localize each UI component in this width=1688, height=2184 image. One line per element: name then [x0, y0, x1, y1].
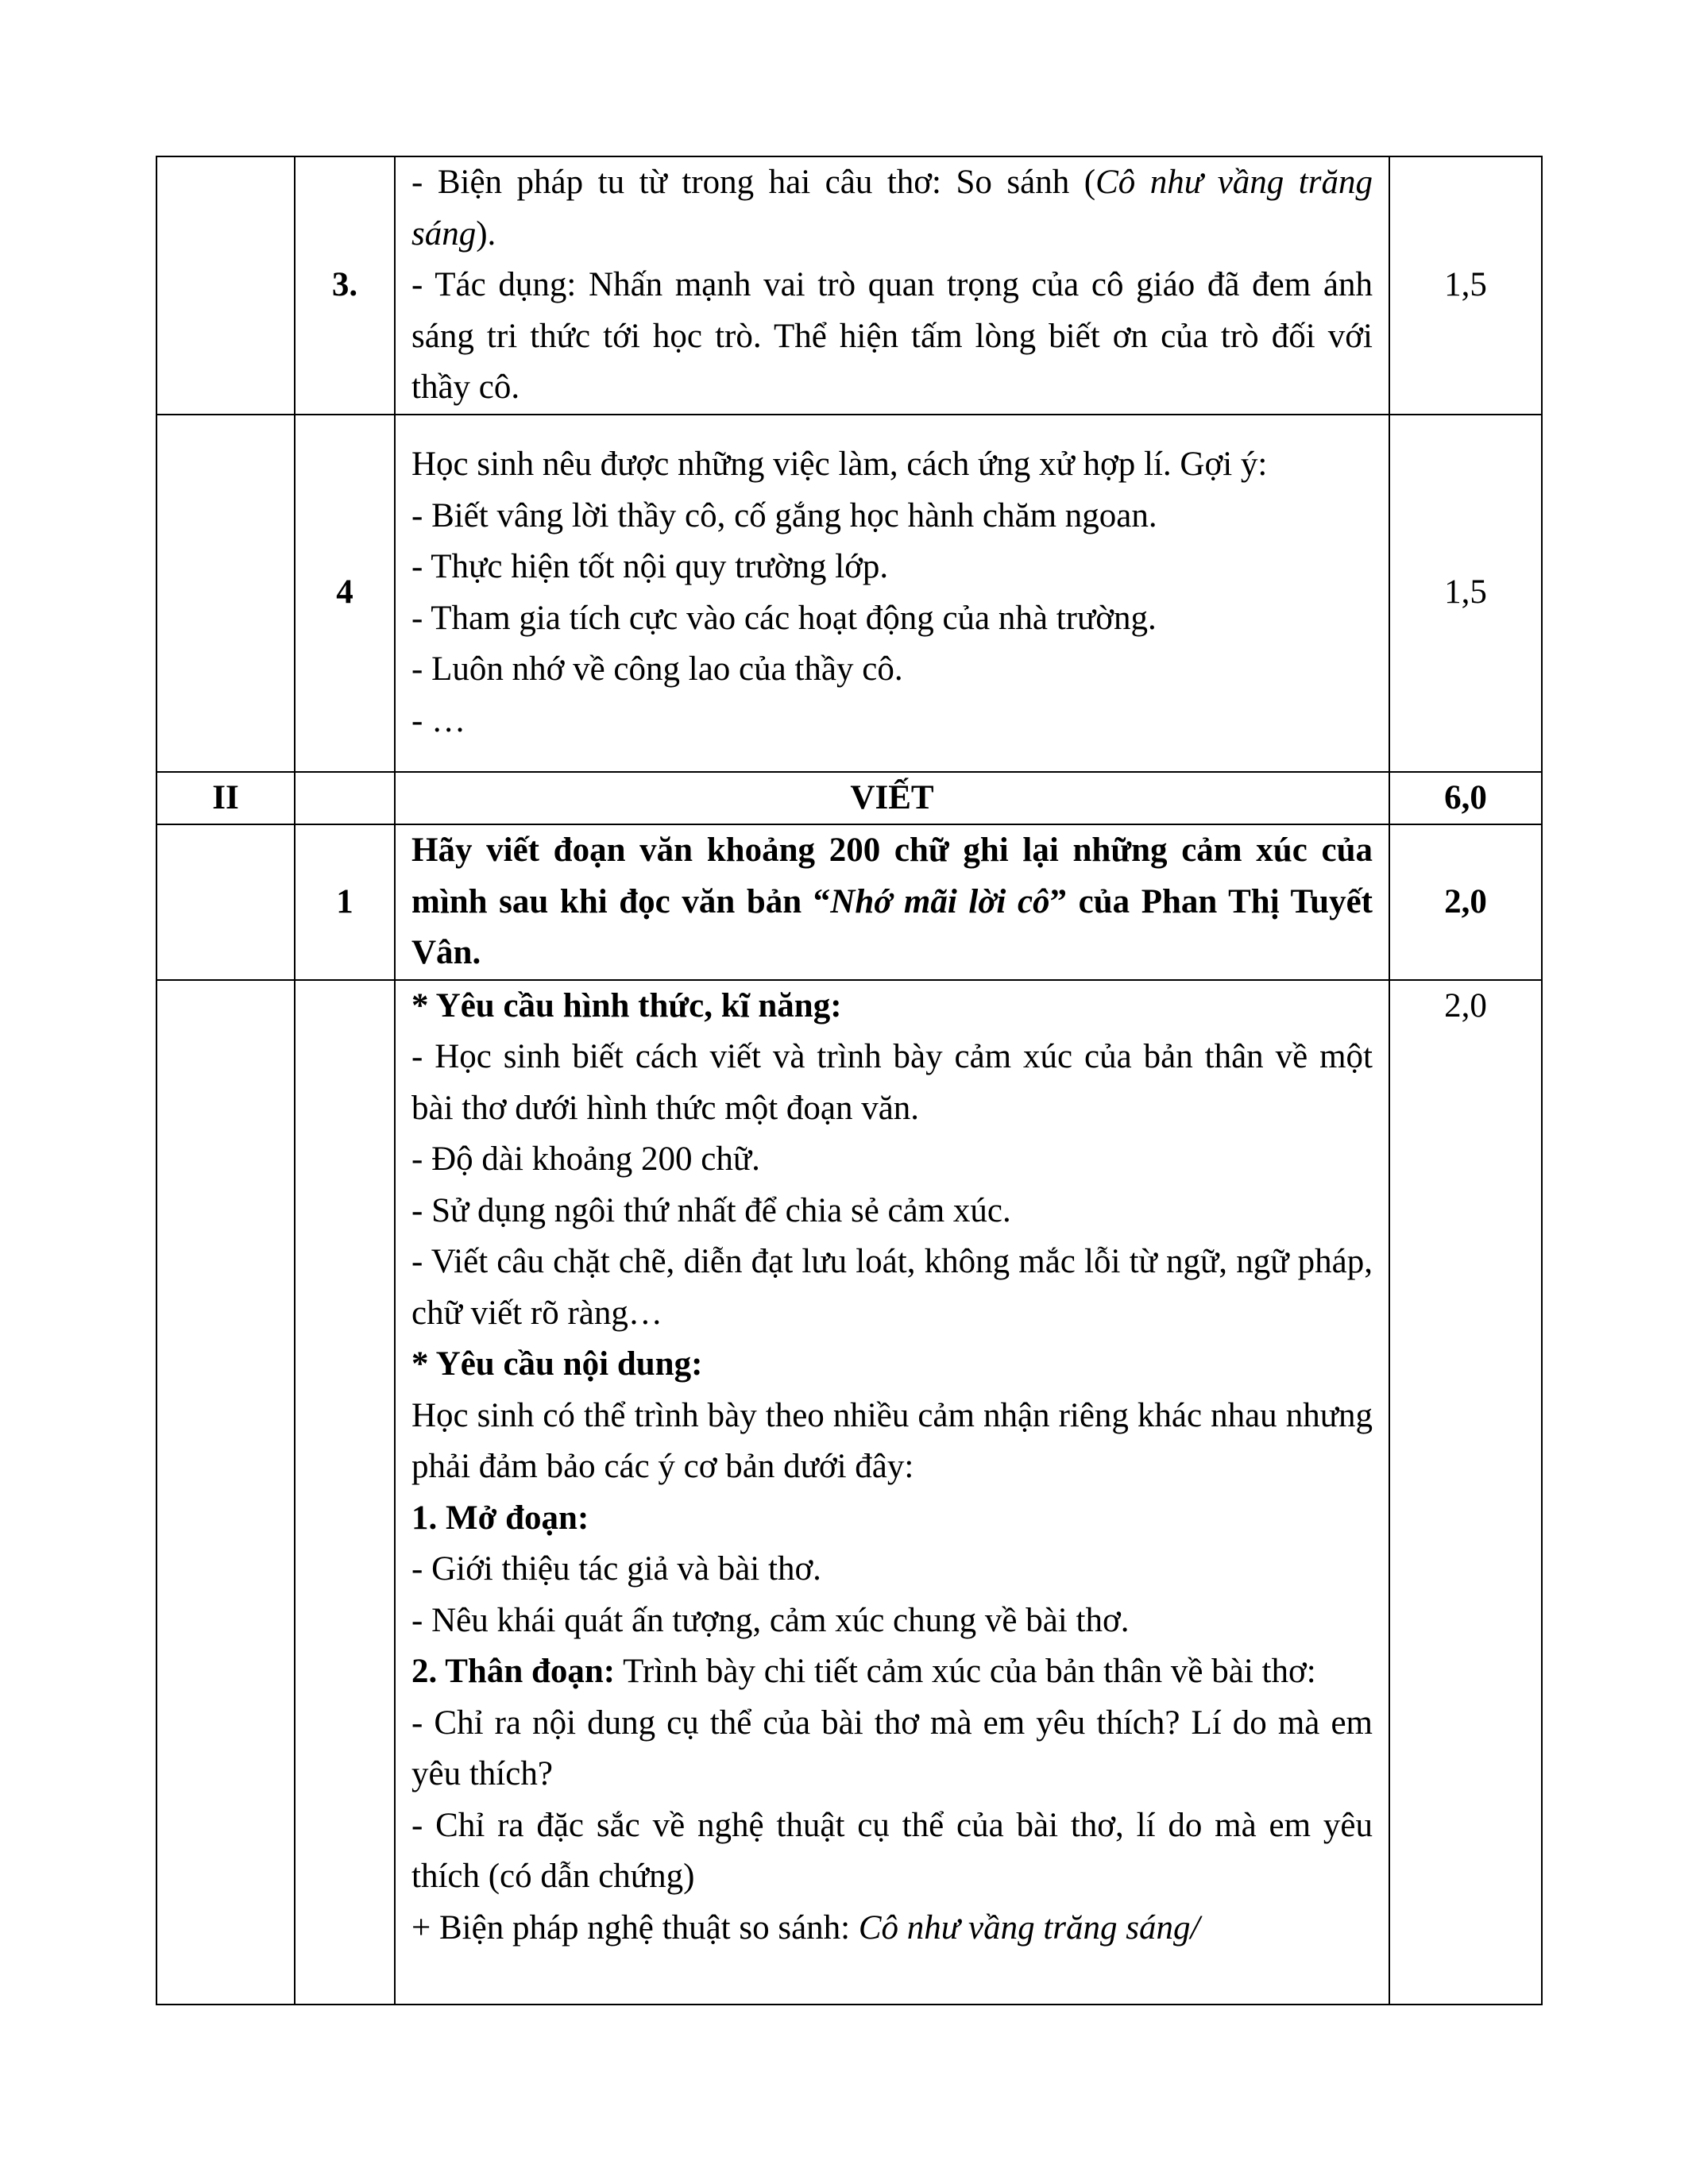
text-run: ).: [476, 214, 496, 253]
text-line: [411, 1391, 1373, 1493]
text-line: [411, 1186, 1373, 1237]
text-run: - Tác dụng: Nhấn mạnh vai trò quan trọng của cô giáo đã đem ánh sáng tri thức tới học trò. Thể hiện tấm lòng biết ơn của trò đối với thầy cô.: [411, 266, 1373, 406]
task-score: 2,0: [1389, 824, 1542, 980]
text-run: Trình bày chi tiết cảm xúc của bản thân về bài thơ:: [615, 1653, 1316, 1690]
table-row: [156, 156, 1542, 415]
task-prompt: [395, 824, 1389, 980]
text-run: * Yêu cầu nội dung:: [411, 1345, 703, 1383]
text-line: [411, 1237, 1373, 1339]
text-line: [411, 491, 1373, 542]
text-run: - Biết vâng lời thầy cô, cố gắng học hành chăm ngoan.: [411, 496, 1157, 534]
text-line: [411, 1800, 1373, 1903]
text-line: [411, 260, 1373, 414]
text-run: - Nêu khái quát ấn tượng, cảm xúc chung về bài thơ.: [411, 1601, 1130, 1639]
text-run: - Độ dài khoảng 200 chữ.: [411, 1140, 760, 1178]
text-run: - Viết câu chặt chẽ, diễn đạt lưu loát, không mắc lỗi từ ngữ, ngữ pháp, chữ viết rõ ràng…: [411, 1243, 1373, 1332]
text-run: Học sinh có thể trình bày theo nhiều cảm nhận riêng khác nhau nhưng phải đảm bảo các ý cơ bản dưới đây:: [411, 1396, 1373, 1485]
rubric-content: [395, 980, 1389, 2005]
task-row: [156, 824, 1542, 980]
task-number: 1: [295, 824, 395, 980]
score-cell: 1,5: [1389, 415, 1542, 772]
text-line: [411, 1032, 1373, 1134]
table-row: [156, 415, 1542, 772]
text-run: - Sử dụng ngôi thứ nhất để chia sẻ cảm xúc.: [411, 1191, 1011, 1229]
rubric-row: [156, 980, 1542, 2005]
question-number: [295, 980, 395, 2005]
answer-content: [395, 415, 1389, 772]
text-run: - Luôn nhớ về công lao của thầy cô.: [411, 650, 903, 688]
question-number: 4: [295, 415, 395, 772]
text-run: ” của Phan Thị Tuyết Vân.: [411, 882, 1373, 971]
text-run: 2. Thân đoạn:: [411, 1653, 616, 1690]
text-run: - Chỉ ra đặc sắc về nghệ thuật cụ thể của bài thơ, lí do mà em yêu thích (có dẫn chứng): [411, 1806, 1373, 1895]
rubric-score: 2,0: [1389, 980, 1542, 2005]
text-line: [411, 439, 1373, 491]
section-cell: [156, 980, 295, 2005]
text-run: * Yêu cầu hình thức, kĩ năng:: [411, 986, 842, 1024]
text-run: - …: [411, 701, 466, 739]
text-run: - Học sinh biết cách viết và trình bày cảm xúc của bản thân về một bài thơ dưới hình thức một đoạn văn.: [411, 1038, 1373, 1127]
section-cell: [156, 156, 295, 415]
section-cell: [156, 415, 295, 772]
text-run: - Thực hiện tốt nội quy trường lớp.: [411, 548, 889, 585]
section-score: 6,0: [1389, 772, 1542, 825]
text-line: [411, 1493, 1373, 1545]
text-line: [411, 1646, 1373, 1698]
text-line: [411, 1698, 1373, 1800]
answer-key-table: [156, 156, 1543, 2005]
text-run: Hãy viết đoạn văn khoảng 200 chữ ghi lại những cảm xúc của mình sau khi đọc văn bản “: [411, 832, 1373, 920]
question-number: 3.: [295, 156, 395, 415]
text-line: [411, 542, 1373, 593]
text-run: - Chỉ ra nội dung cụ thể của bài thơ mà em yêu thích? Lí do mà em yêu thích?: [411, 1704, 1373, 1792]
question-number: [295, 772, 395, 825]
text-line: [411, 696, 1373, 747]
answer-content: [395, 156, 1389, 415]
text-run: Cô như vầng trăng sáng: [411, 164, 1373, 253]
text-run: Nhớ mãi lời cô: [830, 882, 1050, 920]
text-line: [411, 1339, 1373, 1391]
text-line: [411, 981, 1373, 1032]
score-cell: 1,5: [1389, 156, 1542, 415]
section-header-row: [156, 772, 1542, 825]
section-title: VIẾT: [395, 772, 1389, 825]
text-line: [411, 1544, 1373, 1596]
section-roman: II: [156, 772, 295, 825]
text-line: [411, 1596, 1373, 1647]
text-run: + Biện pháp nghệ thuật so sánh:: [411, 1908, 859, 1947]
text-run: - Tham gia tích cực vào các hoạt động của nhà trường.: [411, 599, 1157, 637]
text-line: [411, 593, 1373, 645]
text-line: [411, 157, 1373, 260]
text-run: Cô như vầng trăng sáng/: [858, 1908, 1200, 1947]
section-cell: [156, 824, 295, 980]
text-run: - Biện pháp tu từ trong hai câu thơ: So sánh (: [411, 164, 1096, 201]
text-run: 1. Mở đoạn:: [411, 1499, 589, 1537]
text-run: - Giới thiệu tác giả và bài thơ.: [411, 1550, 821, 1588]
text-run: Học sinh nêu được những việc làm, cách ứng xử hợp lí. Gợi ý:: [411, 446, 1268, 483]
text-line: [411, 644, 1373, 696]
text-line: [411, 1903, 1373, 1954]
text-line: [411, 1134, 1373, 1186]
